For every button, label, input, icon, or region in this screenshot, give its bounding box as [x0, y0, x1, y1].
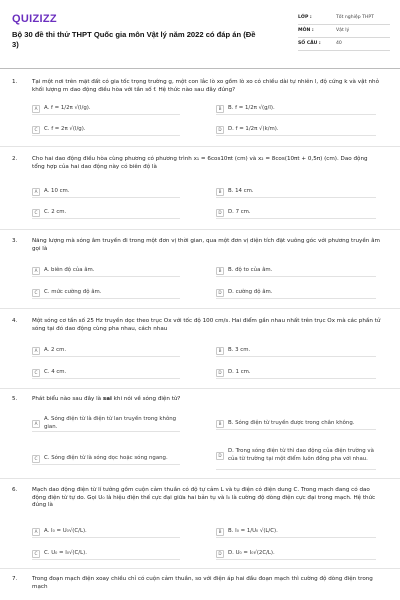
option-letter-box: C: [32, 209, 40, 217]
question-text: Một sóng cơ tần số 25 Hz truyền dọc theo trục Ox với tốc độ 100 cm/s. Hai điểm gần nhau nhất trên trục Ox mà các phần tử sóng tại đó dao động cùng pha nhau, cách nhau: [32, 318, 381, 332]
option-text: D. U₀ = I₀√(2C/L).: [228, 549, 275, 556]
option-letter-box: B: [216, 347, 224, 355]
question-divider: [0, 308, 400, 309]
option-a[interactable]: [32, 103, 180, 115]
option-letter-box: A: [32, 267, 40, 275]
option-text: B. I₀ = 1/U₀ √(L/C).: [228, 527, 278, 534]
option-text: D. f = 1/2π √(k/m).: [228, 125, 279, 132]
option-letter-box: D: [216, 550, 224, 558]
option-b[interactable]: [216, 526, 376, 538]
option-letter-box: D: [216, 209, 224, 217]
question-number: 7.: [12, 576, 18, 582]
option-letter-box: D: [216, 452, 224, 460]
option-letter-box: B: [216, 267, 224, 275]
question-text: Tại một nơi trên mặt đất có gia tốc trọng trường g, một con lắc lò xo gồm lò xo có chiều dài tự nhiên l, độ cứng k và vật nhỏ khối lượng m dao động điều hòa với tần số f. Hệ thức nào sau đây đúng?: [32, 79, 379, 93]
option-text: C. 2 cm.: [44, 208, 67, 215]
question-number: 3.: [12, 238, 18, 244]
option-c[interactable]: [32, 367, 180, 379]
question-text: Cho hai dao động điều hòa cùng phương có phương trình x₁ = 6cos10πt (cm) và x₂ = 8cos(10πt + 0,5π) (cm). Dao động tổng hợp của hai dao động này có biên độ là: [32, 156, 368, 170]
meta-label: MÔN :: [298, 27, 314, 33]
option-letter-box: B: [216, 105, 224, 113]
option-text: A. Sóng điện từ là điện từ lan truyền trong không gian.: [44, 416, 177, 430]
question-divider: [0, 146, 400, 147]
question-number: 6.: [12, 487, 18, 493]
meta-value: Vật lý: [336, 27, 350, 33]
option-letter-box: B: [216, 188, 224, 196]
meta-row-count: [298, 38, 390, 51]
meta-table: [298, 12, 390, 51]
option-a[interactable]: [32, 265, 180, 277]
option-c[interactable]: [32, 548, 180, 560]
question-number: 2.: [12, 156, 18, 162]
option-b[interactable]: [216, 186, 376, 198]
option-text: B. f = 1/2π √(g/l).: [228, 104, 275, 111]
option-letter-box: C: [32, 126, 40, 134]
option-text: D. 1 cm.: [228, 368, 251, 375]
option-letter-box: D: [216, 369, 224, 377]
option-letter-box: B: [216, 420, 224, 428]
document-title: Bộ 30 đề thi thử THPT Quốc gia môn Vật lý năm 2022 có đáp án (Đề 3): [12, 30, 256, 50]
option-d[interactable]: [216, 124, 376, 136]
question-text-emphasis: sai: [102, 396, 112, 402]
option-a[interactable]: [32, 526, 180, 538]
meta-value: 40: [336, 40, 342, 46]
option-letter-box: A: [32, 347, 40, 355]
option-text: A. 10 cm.: [44, 187, 70, 194]
option-b[interactable]: [216, 345, 376, 357]
question-text: Mạch dao động điện từ lí tưởng gồm cuộn cảm thuần có độ tự cảm L và tụ điện có điện dung C. Trong mạch đang có dao động điện từ tự do. Gọi U₀ là hiệu điện thế cực đại giữa hai bản tụ và I₀ là cường độ dòng điện cực đại trong mạch. Hệ thức đúng là: [32, 487, 376, 509]
option-text: B. 3 cm.: [228, 346, 251, 353]
option-text: C. Sóng điện từ là sóng dọc hoặc sóng ngang.: [44, 454, 168, 461]
option-letter-box: C: [32, 550, 40, 558]
option-a[interactable]: [32, 345, 180, 357]
meta-row-class: [298, 12, 390, 25]
option-letter-box: A: [32, 188, 40, 196]
option-text: C. mức cường độ âm.: [44, 288, 102, 295]
option-d[interactable]: [216, 207, 376, 219]
option-text: D. Trong sóng điện từ thì dao động của điện trường và của từ trường tại một điểm luôn đồng pha với nhau.: [228, 448, 374, 462]
question-divider: [0, 229, 400, 230]
option-text: C. 4 cm.: [44, 368, 67, 375]
option-letter-box: C: [32, 289, 40, 297]
option-text: A. I₀ = U₀√(C/L).: [44, 527, 87, 534]
option-text: A. f = 1/2π √(l/g).: [44, 104, 91, 111]
question-text: [32, 396, 382, 404]
option-text: A. biên độ của âm.: [44, 266, 95, 273]
option-text: D. 7 cm.: [228, 208, 251, 215]
header-divider: [0, 68, 400, 69]
option-c[interactable]: [32, 207, 180, 219]
meta-row-subject: [298, 25, 390, 38]
option-a[interactable]: [32, 186, 180, 198]
option-letter-box: C: [32, 369, 40, 377]
option-text: B. 14 cm.: [228, 187, 254, 194]
question-divider: [0, 388, 400, 389]
meta-label: SỐ CÂU :: [298, 40, 321, 46]
option-d[interactable]: [216, 367, 376, 379]
option-d[interactable]: [216, 287, 376, 299]
quizizz-logo[interactable]: QUIZIZZ: [12, 13, 57, 25]
option-c[interactable]: [32, 453, 180, 465]
question-divider: [0, 568, 400, 569]
option-d[interactable]: [216, 548, 376, 560]
option-b[interactable]: [216, 418, 376, 430]
option-text: A. 2 cm.: [44, 346, 67, 353]
question-number: 4.: [12, 318, 18, 324]
option-b[interactable]: [216, 103, 376, 115]
question-text-pre: Phát biểu nào sau đây là: [32, 396, 103, 402]
option-text: D. cường độ âm.: [228, 288, 273, 295]
option-letter-box: D: [216, 126, 224, 134]
option-text: C. U₀ = I₀√(C/L).: [44, 549, 87, 556]
option-c[interactable]: [32, 124, 180, 136]
option-letter-box: B: [216, 528, 224, 536]
option-letter-box: A: [32, 528, 40, 536]
question-number: 1.: [12, 79, 18, 85]
meta-label: LỚP :: [298, 14, 312, 20]
option-letter-box: A: [32, 105, 40, 113]
question-text: Trong đoạn mạch điện xoay chiều chỉ có cuộn cảm thuần, so với điện áp hai đầu đoạn mạch thì cường độ dòng điện trong mạch: [32, 576, 373, 590]
option-a[interactable]: [32, 416, 180, 432]
option-letter-box: D: [216, 289, 224, 297]
meta-value: Tốt nghiệp THPT: [336, 14, 374, 20]
question-divider: [0, 478, 400, 479]
option-c[interactable]: [32, 287, 180, 299]
option-text: B. Sóng điện từ truyền được trong chân không.: [228, 419, 355, 426]
question-number: 5.: [12, 396, 18, 402]
option-b[interactable]: [216, 265, 376, 277]
option-letter-box: C: [32, 455, 40, 463]
document-header: [0, 0, 400, 62]
question-text: Năng lượng mà sóng âm truyền đi trong một đơn vị thời gian, qua một đơn vị diện tích đặt vuông góc với phương truyền âm gọi là: [32, 238, 380, 252]
option-d[interactable]: [216, 442, 376, 470]
option-text: C. f = 2π √(l/g).: [44, 125, 86, 132]
option-letter-box: A: [32, 420, 40, 428]
option-text: B. độ to của âm.: [228, 266, 273, 273]
question-text-post: khi nói về sóng điện từ?: [111, 396, 181, 402]
